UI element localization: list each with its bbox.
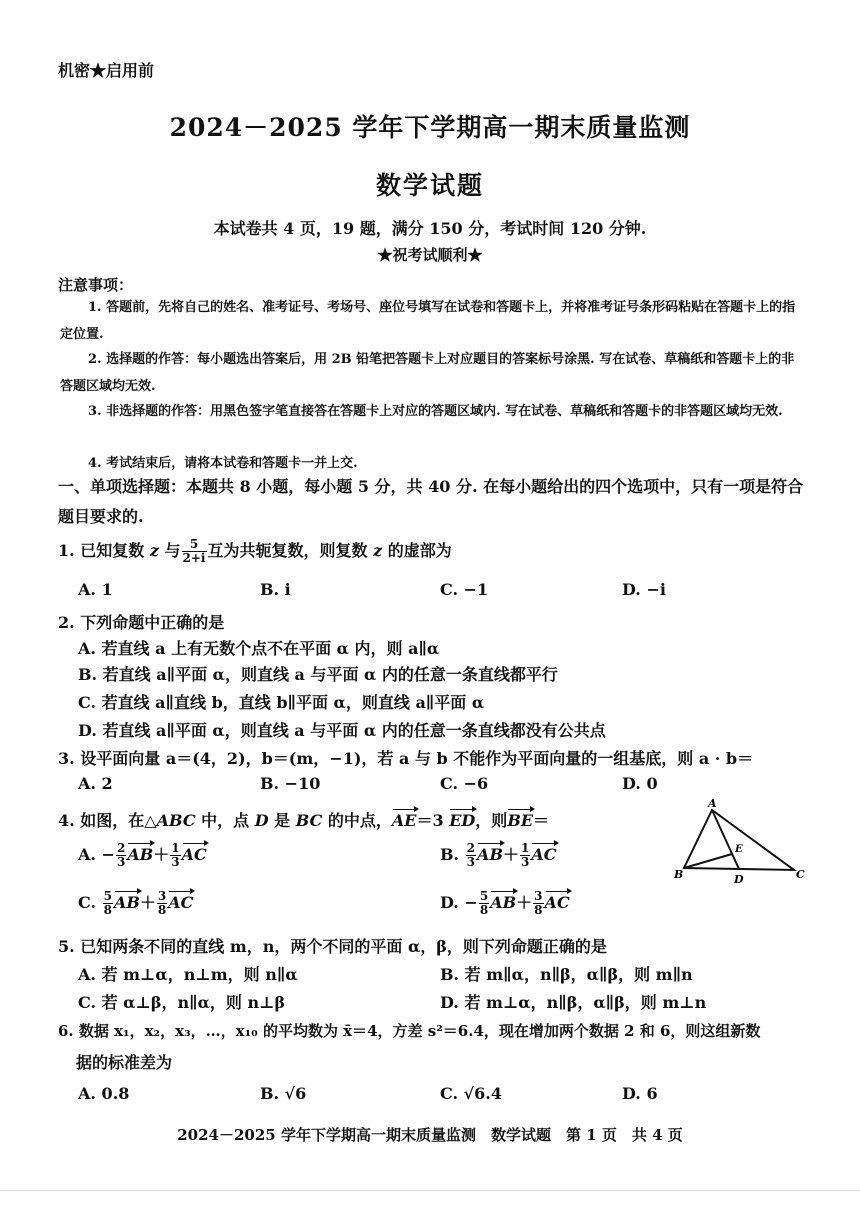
point-b-label: B bbox=[674, 868, 684, 881]
question-5-option-c: C. 若 α⊥β，n∥α，则 n⊥β bbox=[78, 993, 286, 1012]
question-4-option-c: C. $\frac{5}{8}$ AB＋ $\frac{3}{8}$ AC bbox=[78, 889, 194, 917]
point-e-label: E bbox=[735, 844, 743, 855]
question-2-option-b: B. 若直线 a∥平面 α，则直线 a 与平面 α 内的任意一条直线都平行 bbox=[78, 665, 558, 684]
page-footer: 2024－2025 学年下学期高一期末质量监测 数学试题 第 1 页 共 4 页 bbox=[177, 1126, 683, 1144]
section-heading: 一、单项选择题：本题共 8 小题，每小题 5 分，共 40 分. 在每小题给出的四个选项中，只有一项是符合题目要求的. bbox=[58, 477, 804, 526]
question-6-option-c: C. √6.4 bbox=[440, 1084, 502, 1103]
point-c-label: C bbox=[796, 868, 805, 881]
exam-info: 本试卷共 4 页，19 题，满分 150 分，考试时间 120 分钟. bbox=[213, 219, 647, 238]
good-luck-line: ★祝考试顺利★ bbox=[377, 246, 483, 264]
point-a-label: A bbox=[708, 797, 717, 810]
question-6-option-b: B. √6 bbox=[260, 1084, 307, 1103]
page-edge bbox=[0, 1190, 860, 1191]
question-1-option-d: D. −i bbox=[622, 580, 666, 599]
note-item: 2. 选择题的作答：每小题选出答案后，用 2B 铅笔把答题卡上对应题目的答案标号涂黑. 写在试卷、草稿纸和答题卡上的非答题区域均无效. bbox=[60, 352, 795, 394]
question-3-option-b: B. −10 bbox=[260, 774, 321, 793]
question-6-option-a: A. 0.8 bbox=[78, 1084, 130, 1103]
question-5-option-b: B. 若 m∥α，n∥β，α∥β，则 m∥n bbox=[440, 965, 693, 984]
question-5-stem: 5. 已知两条不同的直线 m，n，两个不同的平面 α，β，则下列命题正确的是 bbox=[58, 937, 607, 956]
question-5-option-a: A. 若 m⊥α，n⊥m，则 n∥α bbox=[78, 965, 298, 984]
question-6-stem-line-1: 6. 数据 x₁，x₂，x₃，…，x₁₀ 的平均数为 x̄＝4，方差 s²＝6.4，现在增加两个数据 2 和 6，则这组新数 bbox=[58, 1022, 761, 1040]
triangle-abc bbox=[684, 810, 794, 870]
question-4-option-a: A. − $\frac{2}{3}$ AB＋ $\frac{1}{3}$ AC bbox=[78, 841, 207, 869]
triangle-figure bbox=[670, 796, 815, 886]
confidential-mark: 机密★启用前 bbox=[58, 61, 155, 80]
question-4-option-d: D. − $\frac{5}{8}$ AB＋ $\frac{3}{8}$ AC bbox=[440, 889, 570, 917]
question-2-option-d: D. 若直线 a∥平面 α，则直线 a 与平面 α 内的任意一条直线都没有公共点 bbox=[78, 721, 606, 740]
point-d-label: D bbox=[734, 873, 744, 886]
question-1-stem: 1. 已知复数 z 与 $\frac{5}{2+i}$ 互为共轭复数，则复数 z 的虚部为 bbox=[58, 537, 452, 565]
note-item: 4. 考试结束后，请将本试卷和答题卡一并上交. bbox=[88, 456, 358, 471]
question-5-option-d: D. 若 m⊥α，n∥β，α∥β，则 m⊥n bbox=[440, 993, 707, 1012]
question-1-option-c: C. −1 bbox=[440, 580, 489, 599]
question-2-option-a: A. 若直线 a 上有无数个点不在平面 α 内，则 a∥α bbox=[78, 639, 440, 658]
question-4-stem: 4. 如图，在△ABC 中，点 D 是 BC 的中点，AE＝3 ED，则BE＝ bbox=[58, 811, 550, 830]
question-1-option-b: B. i bbox=[260, 580, 291, 599]
question-3-stem: 3. 设平面向量 a＝(4，2)，b＝(m，−1)，若 a 与 b 不能作为平面向量的一组基底，则 a · b＝ bbox=[58, 749, 754, 768]
question-1-option-a: A. 1 bbox=[78, 580, 113, 599]
exam-title: 2024－2025 学年下学期高一期末质量监测 bbox=[169, 113, 691, 142]
question-2-option-c: C. 若直线 a∥直线 b，直线 b∥平面 α，则直线 a∥平面 α bbox=[78, 693, 485, 712]
question-3-option-a: A. 2 bbox=[78, 774, 113, 793]
note-item: 1. 答题前，先将自己的姓名、准考证号、考场号、座位号填写在试卷和答题卡上，并将准考证号条形码粘贴在答题卡上的指定位置. bbox=[60, 300, 796, 342]
question-3-option-d: D. 0 bbox=[622, 774, 658, 793]
question-2-stem: 2. 下列命题中正确的是 bbox=[58, 613, 225, 632]
note-item: 3. 非选择题的作答：用黑色签字笔直接答在答题卡上对应的答题区域内. 写在试卷、草稿纸和答题卡的非答题区域均无效. bbox=[88, 404, 783, 419]
question-6-stem-line-2: 据的标准差为 bbox=[76, 1053, 173, 1072]
exam-subject: 数学试题 bbox=[375, 171, 484, 200]
question-3-option-c: C. −6 bbox=[440, 774, 489, 793]
question-6-option-d: D. 6 bbox=[622, 1084, 658, 1103]
notes-heading: 注意事项： bbox=[58, 276, 134, 294]
question-4-option-b: B. $\frac{2}{3}$ AB＋ $\frac{1}{3}$ AC bbox=[440, 841, 557, 869]
segment-be bbox=[684, 854, 732, 868]
fraction: $\frac{5}{2+i}$ bbox=[182, 537, 206, 565]
